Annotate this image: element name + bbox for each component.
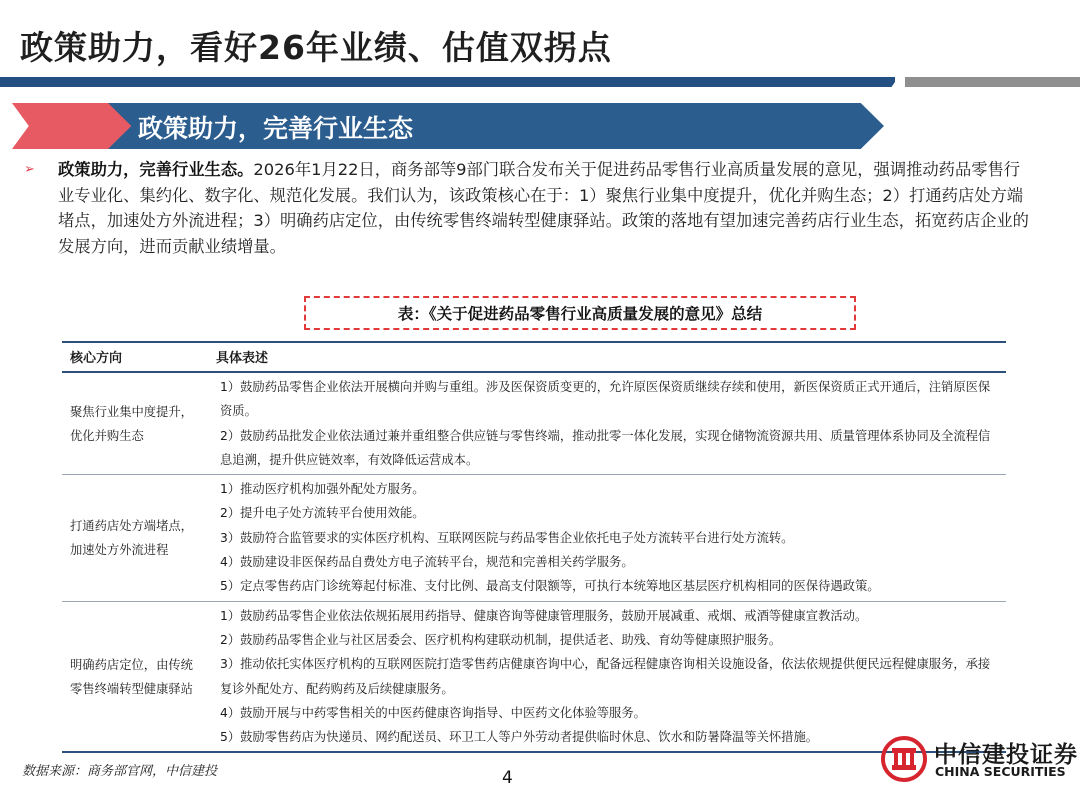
detail-item: 3）推动依托实体医疗机构的互联网医院打造零售药店健康咨询中心，配备远程健康咨询相关设施设备，依法依规提供便民远程健康服务，承接复诊外配处方、配药购药及后续健康服务。 (220, 657, 991, 696)
detail-item: 3）鼓励符合监管要求的实体医疗机构、互联网医院与药品零售企业依托电子处方流转平台进行处方流转。 (220, 530, 794, 545)
summary-paragraph (58, 157, 1030, 259)
detail-item: 4）鼓励建设非医保药品自费处方电子流转平台，规范和完善相关药学服务。 (220, 555, 634, 570)
table-caption: 表：《关于促进药品零售行业高质量发展的意见》总结 (397, 305, 763, 323)
bullet-arrow-icon: ➢ (24, 162, 35, 177)
table-row (62, 601, 1006, 752)
table-row (62, 475, 1006, 601)
detail-item: 5）鼓励零售药店为快递员、网约配送员、环卫工人等户外劳动者提供临时休息、饮水和防暑降温等关怀措施。 (220, 730, 819, 745)
logo-english-name: CHINA SECURITIES (935, 764, 1066, 779)
citic-logo-icon (880, 735, 928, 783)
table-caption-box (304, 296, 856, 330)
detail-item: 2）鼓励药品批发企业依法通过兼并重组整合供应链与零售终端，推动批零一体化发展，实现仓储物流资源共用、质量管理体系协同及全流程信息追溯，提升供应链效率，有效降低运营成本。 (220, 428, 991, 467)
row-direction: 聚焦行业集中度提升，优化并购生态 (62, 372, 208, 475)
header-direction: 核心方向 (62, 342, 208, 372)
row-direction: 打通药店处方端堵点，加速处方外流进程 (62, 475, 208, 601)
detail-item: 1）推动医疗机构加强外配处方服务。 (220, 482, 425, 497)
detail-item: 4）鼓励开展与中药零售相关的中医药健康咨询指导、中医药文化体验等服务。 (220, 705, 646, 720)
detail-item: 2）鼓励药品零售企业与社区居委会、医疗机构构建联动机制，提供适老、助残、育幼等健康照护服务。 (220, 632, 782, 647)
policy-summary-table (62, 341, 1006, 753)
detail-item: 1）鼓励药品零售企业依法依规拓展用药指导、健康咨询等健康管理服务，鼓励开展减重、戒烟、戒酒等健康宣教活动。 (220, 608, 868, 623)
row-direction: 明确药店定位，由传统零售终端转型健康驿站 (62, 601, 208, 752)
banner-title: 政策助力，完善行业生态 (138, 114, 414, 143)
paragraph-body: 2026年1月22日，商务部等9部门联合发布关于促进药品零售行业高质量发展的意见，强调推动药品零售行业专业化、集约化、数字化、规范化发展。我们认为，该政策核心在于：1）聚焦行业集中度提升，优化并购生态；2）打通药店处方端堵点，加速处方外流进程；3）明确药店定位，由传统零售终端转型健康驿站。政策的落地有望加速完善药店行业生态，拓宽药店企业的发展方向，进而贡献业绩增量。 (58, 160, 1029, 256)
logo-chinese-name: 中信建投证券 (934, 742, 1078, 768)
title-divider (0, 77, 1080, 87)
section-banner (12, 103, 884, 149)
row-details (208, 475, 1006, 601)
page-number: 4 (502, 768, 513, 788)
detail-item: 1）鼓励药品零售企业依法开展横向并购与重组。涉及医保资质变更的，允许原医保资质继续存续和使用，新医保资质正式开通后，注销原医保资质。 (220, 380, 991, 419)
row-details (208, 372, 1006, 475)
company-logo (880, 733, 1080, 787)
detail-item: 2）提升电子处方流转平台使用效能。 (220, 506, 425, 521)
page-title: 政策助力，看好26年业绩、估值双拐点 (20, 28, 612, 67)
detail-item: 5）定点零售药店门诊统筹起付标准、支付比例、最高支付限额等，可执行本统筹地区基层医疗机构相同的医保待遇政策。 (220, 579, 880, 594)
data-source-note: 数据来源：商务部官网，中信建投 (22, 764, 218, 779)
table-row (62, 372, 1006, 475)
header-details: 具体表述 (208, 342, 1006, 372)
table-header-row (62, 342, 1006, 372)
row-details (208, 601, 1006, 752)
paragraph-lead: 政策助力，完善行业生态。 (58, 160, 254, 179)
